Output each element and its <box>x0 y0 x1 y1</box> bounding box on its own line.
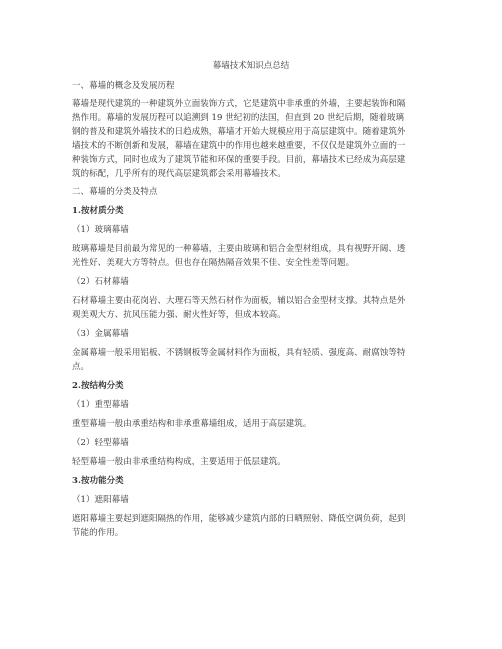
section-heading: 二、幕墙的分类及特点 <box>72 187 158 197</box>
document-title: 幕墙技术知识点总结 <box>212 61 290 71</box>
item-heading: （1）遮阳幕墙 <box>72 495 129 505</box>
subsection-heading: 1.按材质分类 <box>72 206 124 216</box>
item-heading: （1）玻璃幕墙 <box>72 225 129 235</box>
subsection-heading: 2.按结构分类 <box>72 381 124 391</box>
paragraph-line: 墙技术的不断创新和发展，幕墙在建筑中的作用也越来越重要，不仅仅是建筑外立面的一 <box>72 141 406 151</box>
section-heading: 一、幕墙的概念及发展历程 <box>72 81 175 91</box>
paragraph-line: 钢的普及和建筑外墙技术的日趋成熟，幕墙才开始大规模应用于高层建筑中。随着建筑外 <box>72 127 406 137</box>
paragraph-line: 节能的作用。 <box>72 528 124 538</box>
paragraph-line: 观美观大方、抗风压能力强、耐火性好等，但成本较高。 <box>72 310 286 320</box>
paragraph-line: 石材幕墙主要由花岗岩、大理石等天然石材作为面板，辅以铝合金型材支撑。其特点是外 <box>72 296 406 306</box>
paragraph-line: 幕墙是现代建筑的一种建筑外立面装饰方式，它是建筑中非承重的外墙，主要起装饰和隔 <box>72 99 406 109</box>
subsection-heading: 3.按功能分类 <box>72 476 124 486</box>
paragraph-line: 轻型幕墙一般由非承重结构构成，主要适用于低层建筑。 <box>72 457 286 467</box>
paragraph-line: 光性好、美观大方等特点。但也存在隔热隔音效果不佳、安全性差等问题。 <box>72 258 355 268</box>
paragraph-line: 热作用。幕墙的发展历程可以追溯到 19 世纪初的法国，但直到 20 世纪后期，随着玻璃 <box>72 113 405 123</box>
item-heading: （3）金属幕墙 <box>72 329 129 339</box>
paragraph-line: 遮阳幕墙主要起到遮阳隔热的作用，能够减少建筑内部的日晒照射、降低空调负荷，起到 <box>72 514 406 524</box>
paragraph-line: 筑的标配，几乎所有的现代高层建筑都会采用幕墙技术。 <box>72 169 286 179</box>
paragraph-line: 种装饰方式，同时也成为了建筑节能和环保的重要手段。目前，幕墙技术已经成为高层建 <box>72 155 406 165</box>
item-heading: （2）石材幕墙 <box>72 277 129 287</box>
paragraph-line: 点。 <box>72 362 90 372</box>
item-heading: （1）重型幕墙 <box>72 400 129 410</box>
paragraph-line: 玻璃幕墙是目前最为常见的一种幕墙，主要由玻璃和铝合金型材组成，具有视野开阔、透 <box>72 244 406 254</box>
paragraph-line: 金属幕墙一般采用铝板、不锈钢板等金属材料作为面板，具有轻质、强度高、耐腐蚀等特 <box>72 348 406 358</box>
paragraph-line: 重型幕墙一般由承重结构和非承重幕墙组成，适用于高层建筑。 <box>72 419 312 429</box>
item-heading: （2）轻型幕墙 <box>72 438 129 448</box>
